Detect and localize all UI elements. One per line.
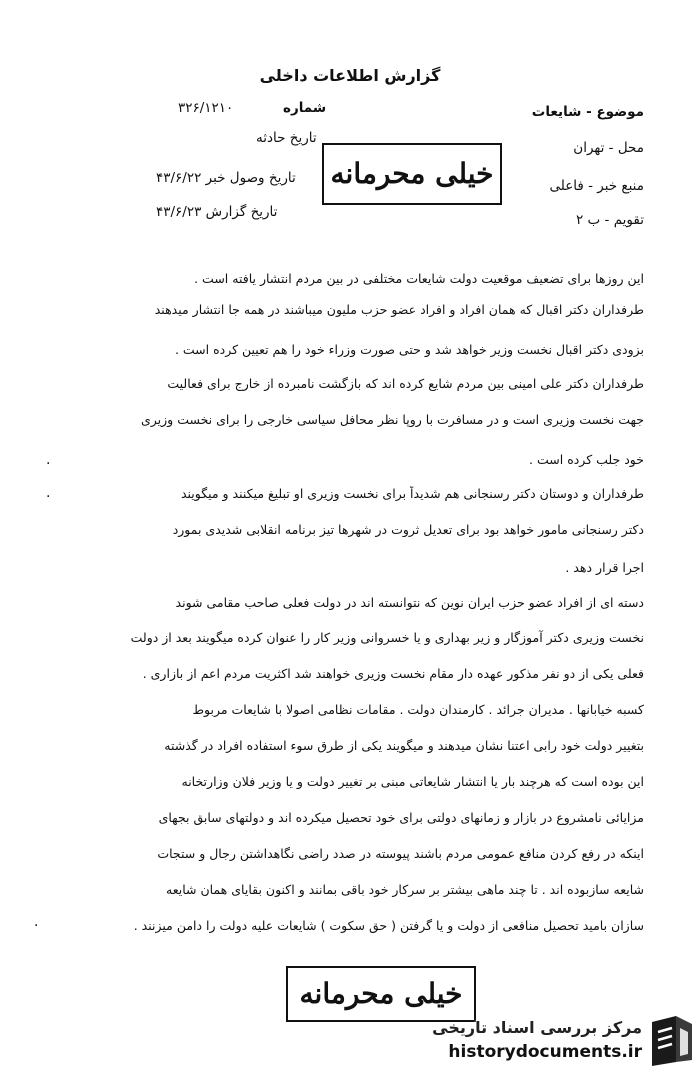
report-number-value: ۳۲۶/۱۲۱۰: [178, 100, 234, 116]
location-field: محل - تهران: [573, 140, 644, 156]
body-line: این روزها برای تضعیف موقعیت دولت شایعات مختلفی در بین مردم انتشار یافته است .: [194, 271, 644, 286]
margin-mark: ·: [46, 456, 51, 472]
body-line: بتغییر دولت خود رابی اعتنا نشان میدهند و میگویند یکی از طرق سوء استفاده افراد در گذشته: [164, 738, 644, 753]
receipt-date-field: تاریخ وصول خبر ۴۳/۶/۲۲: [156, 170, 296, 186]
body-line: طرفداران دکتر اقبال که همان افراد و افراد عضو حزب ملیون میباشند در همه جا انتشار میدهند: [154, 302, 644, 317]
report-date-field: تاریخ گزارش ۴۳/۶/۲۳: [156, 204, 278, 220]
incident-date-field: تاریخ حادثه: [256, 130, 317, 146]
confidential-stamp-bottom: خیلی محرمانه: [286, 966, 476, 1022]
body-line: مزایائی نامشروع در بازار و زمانهای دولتی برای خود تحصیل میکرده اند و دولتهای سابق بجهای: [158, 810, 644, 825]
report-number-label: شماره: [283, 100, 327, 116]
body-line: بزودی دکتر اقبال نخست وزیر خواهد شد و حتی صورت وزراء خود را هم تعیین کرده است .: [174, 342, 644, 357]
page-title: گزارش اطلاعات داخلی: [259, 66, 441, 85]
watermark-url: historydocuments.ir: [448, 1042, 642, 1062]
watermark-org-name: مرکز بررسی اسناد تاریخی: [432, 1018, 642, 1037]
body-line: طرفداران و دوستان دکتر رسنجانی هم شدیداً برای نخست وزیری او تبلیغ میکنند و میگویند: [180, 486, 644, 501]
confidential-stamp-top: خیلی محرمانه: [322, 143, 502, 205]
body-line: خود جلب کرده است .: [529, 452, 644, 467]
body-line: کسبه خیابانها . مدیران جرائد . کارمندان دولت . مقامات نظامی اصولا با شایعات مربوط: [192, 702, 644, 717]
body-line: طرفداران دکتر علی امینی بین مردم شایع کرده اند که بازگشت نامبرده از خارج برای فعالیت: [167, 376, 644, 391]
source-field: منبع خبر - فاعلی: [549, 178, 644, 194]
body-line: فعلی یکی از دو نفر مذکور عهده دار مقام نخست وزیری خواهند شد اکثریت مردم اعم از بازاری .: [142, 666, 644, 681]
margin-mark: ·: [46, 489, 51, 505]
body-line: اجرا قرار دهد .: [565, 560, 644, 575]
body-line: سازان بامید تحصیل منافعی از دولت و یا گرفتن ( حق سکوت ) شایعات علیه دولت را دامن میزنند .: [133, 918, 644, 933]
subject-field: موضوع - شایعات: [531, 104, 644, 120]
body-line: اینکه در رفع کردن منافع عمومی مردم باشند پیوسته در صدد راضی نگاهداشتن رجال و ستجات: [157, 846, 644, 861]
archive-logo-icon: [646, 1014, 696, 1068]
body-line: نخست وزیری دکتر آموزگار و زیر بهداری و یا خسروانی وزیر کار را عنوان کرده میگویند بعد از دولت: [130, 630, 644, 645]
body-line: دسته ای از افراد عضو حزب ایران نوین که نتوانسته اند در دولت فعلی صاحب مقامی شوند: [175, 595, 644, 610]
body-line: این بوده است که هرچند بار یا انتشار شایعاتی مبنی بر تغییر دولت و یا وزیر فلان وزارتخانه: [181, 774, 644, 789]
archive-watermark: [408, 1010, 700, 1072]
body-line: شایعه سازبوده اند . تا چند ماهی بیشتر بر سرکار خود باقی بمانند و اکنون بقایای همان شایعه: [166, 882, 644, 897]
body-line: جهت نخست وزیری است و در مسافرت با روپا نظر محافل سیاسی خارجی را برای نخست وزیری: [140, 412, 644, 427]
margin-mark: ·: [34, 918, 39, 934]
evaluation-field: تقویم - ب ۲: [575, 212, 644, 228]
body-line: دکتر رسنجانی مامور خواهد بود برای تعدیل ثروت در شهرها تیز برنامه انقلابی شدیدی بمورد: [172, 522, 644, 537]
